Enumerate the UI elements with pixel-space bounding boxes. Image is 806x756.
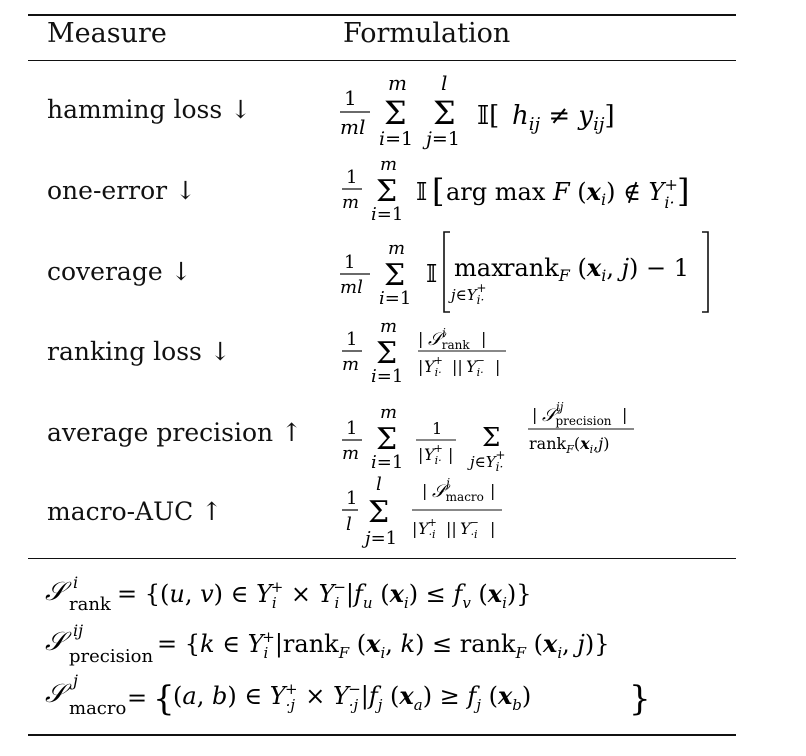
svg-text:rankF(xi,j): $rank_F(x_i,j)$ <box>529 434 610 456</box>
svg-text:l: l <box>346 514 352 535</box>
svg-text:||: || <box>446 519 457 538</box>
svg-text:m: m <box>380 316 398 337</box>
svg-text:1: 1 <box>346 418 358 439</box>
svg-text:m: m <box>380 154 398 175</box>
svg-text:j=1: j=1 <box>365 528 398 549</box>
formula-hamming-loss <box>340 72 640 154</box>
svg-text:Yi·−: $Y_{i\cdot}-$ <box>466 354 485 379</box>
svg-text:Y·i−: $Y_{\cdot i}-$ <box>460 516 479 541</box>
svg-text:Σ: Σ <box>376 422 398 457</box>
definition-s-rank <box>45 572 665 622</box>
svg-text:|: | <box>418 445 424 464</box>
svg-text:{: { <box>153 679 175 719</box>
svg-text:1: 1 <box>344 252 356 273</box>
svg-text:j∈Yi·+: $j\in Y_{i\cdot}+$ <box>470 448 506 474</box>
svg-text:Y·i+: $Y_{\cdot i}+$ <box>418 516 437 541</box>
svg-text:Σ: Σ <box>384 258 406 293</box>
svg-text:i=1: i=1 <box>371 366 404 387</box>
svg-text:m: m <box>342 354 360 375</box>
header-measure: Measure <box>47 18 167 49</box>
svg-text:Σ: Σ <box>376 174 398 209</box>
svg-text:max: max <box>454 254 505 282</box>
svg-text:hij ≠ yij]: $h_{ij} \ne y_{ij}$] <box>512 101 615 135</box>
svg-text:1: 1 <box>346 329 358 350</box>
svg-text:1: 1 <box>344 86 357 110</box>
svg-text:m: m <box>342 192 360 213</box>
svg-text:|: | <box>418 357 424 376</box>
svg-text:1: 1 <box>432 419 443 438</box>
svg-text:𝒮: 𝒮 <box>45 627 66 657</box>
svg-text:i=1: i=1 <box>379 128 414 150</box>
header-formulation: Formulation <box>343 18 511 49</box>
svg-text:rank: rank <box>69 594 111 615</box>
svg-text:l: l <box>376 474 382 495</box>
svg-text:}: } <box>629 679 651 719</box>
measure-hamming-loss: hamming loss ↓ <box>47 95 252 124</box>
svg-text:Yi·+: $Y_{i\cdot}+$ <box>424 354 443 379</box>
svg-text:= {(u, v) ∈ Yi+ × Yi−|fu (xi): = {(u, v) ∈ $Y_i+ \times Y_i-|f_u$ $(x_i) \le f_v$ $(x_i)$} <box>117 578 532 612</box>
svg-text:Σ: Σ <box>368 495 390 530</box>
svg-text:ij: ij <box>73 621 84 640</box>
svg-text:precision: precision <box>69 646 154 667</box>
formula-average-precision <box>340 392 660 474</box>
formula-macro-auc <box>340 470 540 552</box>
svg-text:m: m <box>388 238 406 259</box>
svg-text:Σ: Σ <box>376 336 398 371</box>
formula-coverage <box>340 228 720 318</box>
formula-one-error <box>340 156 710 228</box>
svg-text:arg max F (xi) ∉ Yi·+: arg max F $(x_i)$ ∉ $Y_{i\cdot}+$ <box>446 175 678 212</box>
svg-text:Σ: Σ <box>384 94 407 132</box>
svg-text:m: m <box>388 71 407 95</box>
svg-text:(a, b) ∈ Y·j+ × Y·j−|fj (xa) ≥: (a, b) ∈ $Y_{\cdot j}+ \times Y_{\cdot j}-|f_j$ $(x_a) \ge f_j$ $(x_b)$ <box>173 680 532 714</box>
measure-ranking-loss: ranking loss ↓ <box>47 337 231 366</box>
measure-macro-auc: macro-AUC ↑ <box>47 497 223 526</box>
svg-text:1: 1 <box>346 167 358 188</box>
svg-text:j∈Yi·+: $j\in Y_{i\cdot}+$ <box>451 281 487 307</box>
svg-text:|: | <box>412 519 418 538</box>
svg-text:𝕀: 𝕀 <box>416 178 428 206</box>
svg-text:Σ: Σ <box>433 94 456 132</box>
svg-text:j: j <box>73 671 78 690</box>
svg-text:|: | <box>532 405 538 424</box>
svg-text:𝒮: 𝒮 <box>45 679 66 709</box>
svg-text:𝕀[: 𝕀[ <box>477 101 500 131</box>
svg-text:|: | <box>490 519 496 538</box>
svg-text:ml: ml <box>340 277 363 298</box>
formula-ranking-loss <box>340 318 540 386</box>
svg-text:𝒮: 𝒮 <box>45 577 66 607</box>
body-rule <box>28 558 736 559</box>
svg-text:[: [ <box>432 172 445 210</box>
measure-average-precision: average precision ↑ <box>47 418 303 447</box>
svg-text:i=1: i=1 <box>371 204 404 225</box>
definition-s-precision <box>45 622 685 672</box>
svg-text:i: i <box>73 573 79 592</box>
svg-text:i=1: i=1 <box>371 452 404 473</box>
svg-text:|: | <box>495 357 501 376</box>
svg-text:i=1: i=1 <box>379 288 412 309</box>
svg-text:𝒮jmacro: 𝒮$^j$ macro <box>432 476 484 504</box>
svg-text:j=1: j=1 <box>426 128 460 150</box>
svg-text:rankF (xi, j) − 1: rank$_F$ ($x_i$, j) − 1 <box>503 253 690 285</box>
svg-text:|: | <box>418 329 424 348</box>
svg-text:|: | <box>422 481 428 500</box>
svg-text:1: 1 <box>346 488 358 509</box>
svg-text:m: m <box>380 402 398 423</box>
svg-text:= {k ∈ Yi+|rankF (xi, k) ≤ ran: = {k ∈ $Y_i+|rank_F$ ($x_i$, k) ≤ rank$_F$ ($x_i$, j)} <box>157 628 610 662</box>
definition-s-macro <box>45 672 665 728</box>
svg-text:]: ] <box>677 172 690 210</box>
svg-text:|: | <box>490 481 496 500</box>
svg-text:ml: ml <box>340 115 366 139</box>
measure-one-error: one-error ↓ <box>47 176 196 205</box>
svg-text:𝕀: 𝕀 <box>426 260 438 288</box>
header-rule <box>28 60 736 61</box>
top-rule <box>28 14 736 16</box>
svg-text:𝒮irank: 𝒮$^i$ rank <box>428 326 470 352</box>
svg-text:||: || <box>452 357 463 376</box>
svg-text:|: | <box>481 329 487 348</box>
svg-text:𝒮ijprecision: 𝒮$^{ij}$ precision <box>542 400 612 428</box>
svg-text:m: m <box>342 443 360 464</box>
svg-text:l: l <box>441 71 448 95</box>
svg-text:=: = <box>127 684 148 712</box>
svg-text:|: | <box>622 405 628 424</box>
bottom-rule <box>28 734 736 736</box>
svg-text:Σ: Σ <box>482 423 501 453</box>
measure-coverage: coverage ↓ <box>47 257 192 286</box>
svg-text:|: | <box>448 445 454 464</box>
svg-text:Yi·+: $Y_{i\cdot}+$ <box>424 442 443 467</box>
svg-text:macro: macro <box>69 698 127 719</box>
